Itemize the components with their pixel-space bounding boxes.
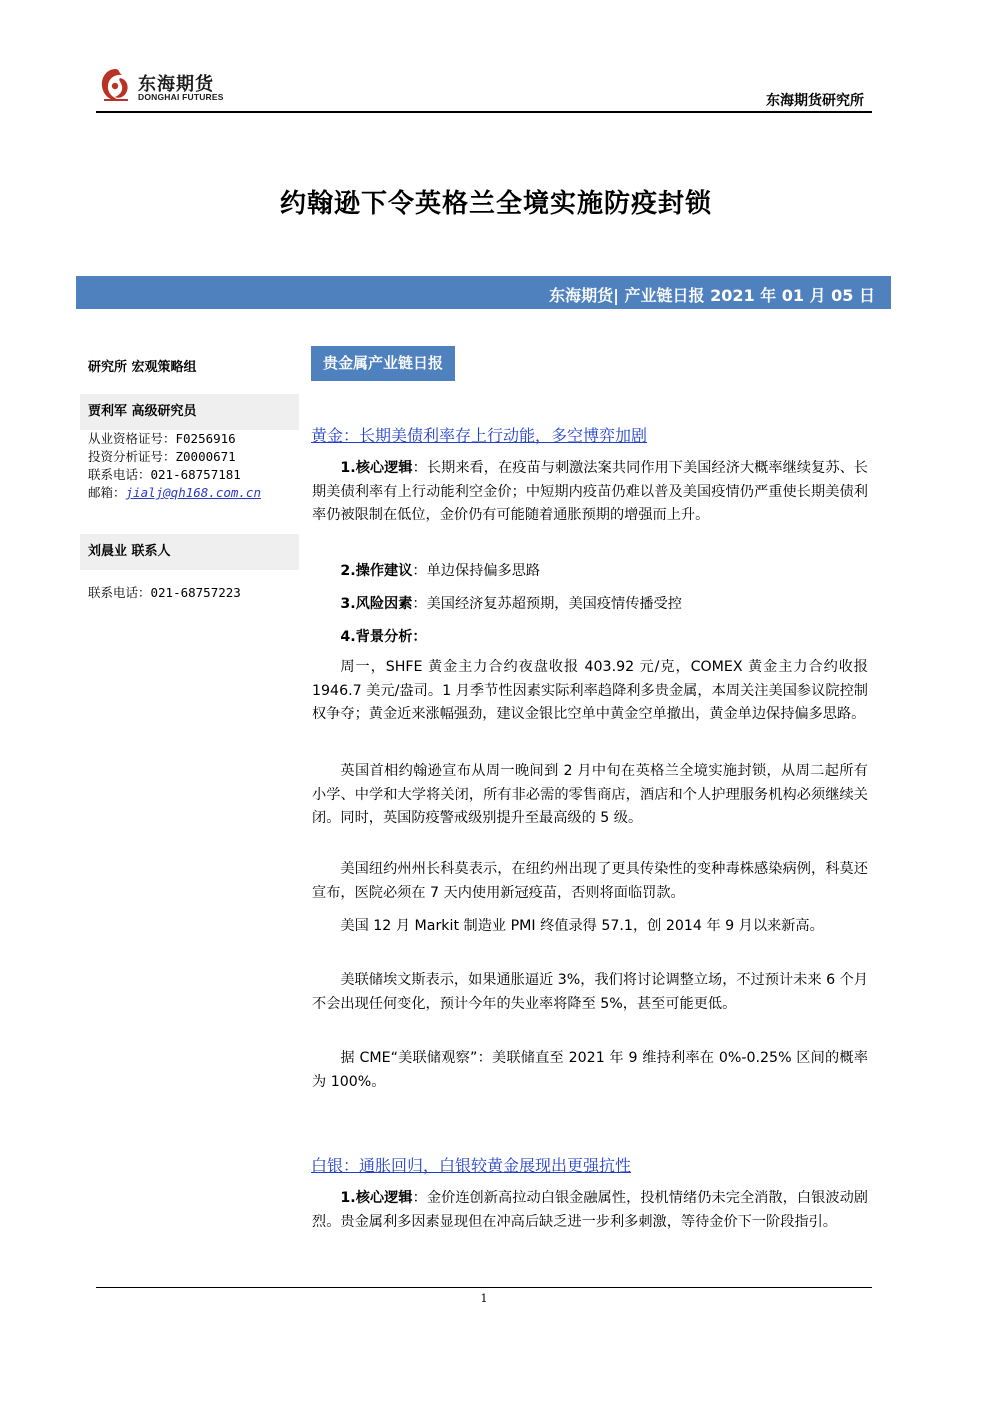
analyst-heading: 贾利军 高级研究员 (80, 394, 299, 430)
contact-card (80, 534, 299, 602)
section-tag: 贵金属产业链日报 (311, 346, 455, 381)
gold-logic-label: 1.核心逻辑 (340, 460, 413, 476)
gold-paragraph: 据 CME“美联储观察”：美联储直至 2021 年 9 维持利率在 0%-0.25% 区间的概率为 100%。 (312, 1050, 868, 1090)
analyst-card (80, 394, 299, 502)
contact-phone: 联系电话：021-68757223 (88, 585, 241, 600)
gold-advice-text: ：单边保持偏多思路 (412, 563, 541, 579)
company-logo (98, 66, 228, 106)
gold-paragraph: 美国 12 月 Markit 制造业 PMI 终值录得 57.1，创 2014 年 9 月以来新高。 (340, 918, 824, 934)
email-label: 邮箱： (88, 485, 126, 500)
logo-chinese-text: 东海期货 (138, 74, 214, 95)
gold-paragraph: 周一，SHFE 黄金主力合约夜盘收报 403.92 元/克，COMEX 黄金主力合约收报 1946.7 美元/盎司。1 月季节性因素实际利率趋降利多贵金属，本周关注美国参议院控制权争夺；黄金近来涨幅强劲，建议金银比空单中黄金空单撤出，黄金单边保持偏多思路。 (312, 659, 868, 722)
gold-advice-label: 2.操作建议 (340, 563, 413, 579)
gold-paragraph: 英国首相约翰逊宣布从周一晚间到 2 月中旬在英格兰全境实施封锁，从周二起所有小学、中学和大学将关闭，所有非必需的零售商店，酒店和个人护理服务机构必须继续关闭。同时，英国防疫警戒级别提升至最高级的 5 级。 (312, 763, 868, 826)
report-title: 约翰逊下令英格兰全境实施防疫封锁 (279, 189, 712, 219)
banner-text: 东海期货| 产业链日报 2021 年 01 月 05 日 (549, 286, 875, 305)
gold-risk-label: 3.风险因素 (340, 596, 413, 612)
qualification-number: 从业资格证号：F0256916 (88, 431, 236, 446)
analyst-phone: 联系电话：021-68757181 (88, 467, 241, 482)
silver-section-title[interactable]: 白银：通胀回归，白银较黄金展现出更强抗性 (311, 1156, 632, 1175)
gold-background-label: 4.背景分析： (340, 629, 427, 645)
page-number: 1 (480, 1292, 488, 1305)
header-divider (96, 111, 872, 113)
gold-core-logic (312, 457, 868, 528)
gold-section-title[interactable]: 黄金：长期美债利率存上行动能，多空博弈加剧 (311, 426, 648, 445)
silver-logic-text: ：金价连创新高拉动白银金融属性，投机情绪仍未完全消散，白银波动剧烈。贵金属利多因素显现但在冲高后缺乏进一步利多刺激，等待金价下一阶段指引。 (312, 1190, 868, 1230)
gold-paragraph: 美国纽约州州长科莫表示，在纽约州出现了更具传染性的变种毒株感染病例，科莫还宣布，医院必须在 7 天内使用新冠疫苗，否则将面临罚款。 (312, 861, 868, 901)
footer-divider (96, 1287, 872, 1288)
contact-heading: 刘晨业 联系人 (80, 534, 299, 570)
silver-core-logic (312, 1187, 868, 1234)
institute-name: 东海期货研究所 (766, 93, 864, 109)
gold-paragraph: 美联储埃文斯表示，如果通胀逼近 3%，我们将讨论调整立场，不过预计未来 6 个月不会出现任何变化，预计今年的失业率将降至 5%，甚至可能更低。 (312, 972, 868, 1012)
date-banner (76, 276, 891, 309)
analyst-email (80, 484, 299, 502)
gold-advice (312, 560, 868, 584)
logo-english-text: DONGHAI FUTURES (138, 92, 224, 102)
gold-risk (312, 593, 868, 617)
gold-logic-text: ：长期来看，在疫苗与刺激法案共同作用下美国经济大概率继续复苏、长期美债利率有上行动能利空金价；中短期内疫苗仍难以普及美国疫情仍严重使长期美债利率仍被限制在低位，金价仍有可能随着通胀预期的增强而上升。 (312, 460, 868, 523)
email-link[interactable]: jialj@qh168.com.cn (125, 485, 261, 500)
gold-risk-text: ：美国经济复苏超预期，美国疫情传播受控 (412, 596, 682, 612)
silver-logic-label: 1.核心逻辑 (340, 1190, 413, 1206)
research-group (80, 350, 299, 386)
group-heading: 研究所 宏观策略组 (88, 360, 197, 375)
consulting-number: 投资分析证号：Z0000671 (88, 449, 236, 464)
dragon-logo-icon (98, 66, 134, 104)
